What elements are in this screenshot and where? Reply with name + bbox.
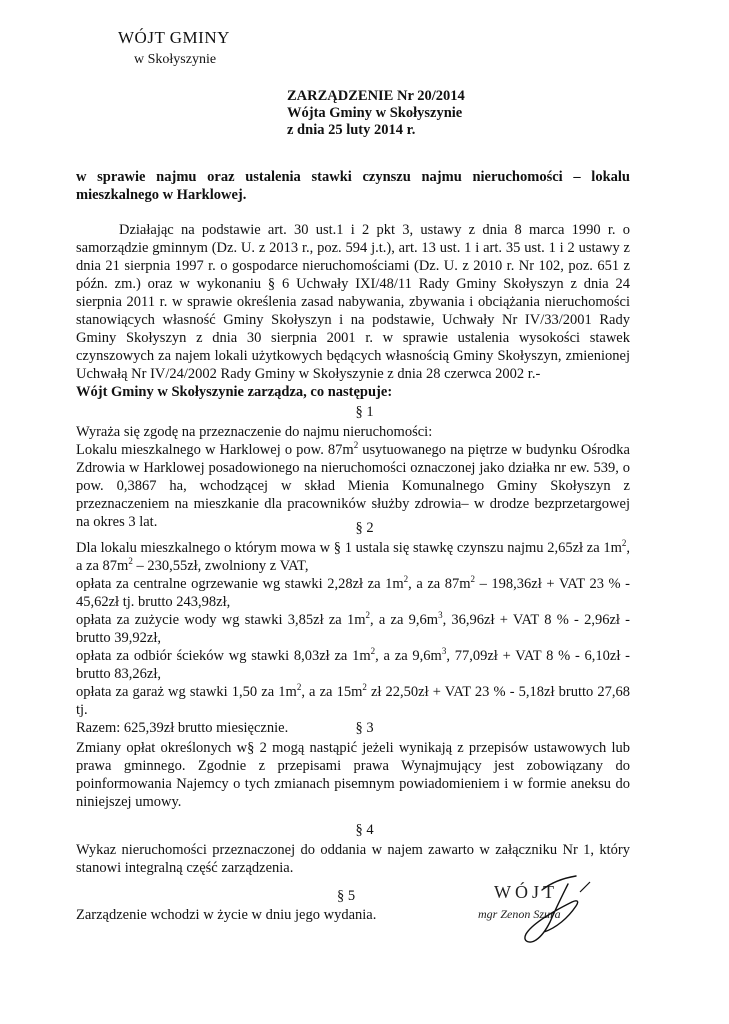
text: , a za 15m [301, 684, 363, 700]
section-2-mark: § 2 [355, 520, 374, 536]
section-1-text-a: Lokalu mieszkalnego w Harklowej o pow. 87m [76, 442, 354, 458]
sup: 2 [365, 610, 371, 621]
text: Dla lokalu mieszkalnego o którym mowa w § 1 ustala się stawkę czynszu najmu 2,65zł za 1m [76, 540, 622, 556]
text: opłata za zużycie wody wg stawki 3,85zł za 1m [76, 612, 366, 628]
section-2 [76, 539, 630, 737]
sup: 3 [441, 646, 447, 657]
legal-basis [76, 221, 630, 401]
legal-basis-text: Działając na podstawie art. 30 ust.1 i 2 pkt 3, ustawy z dnia 8 marca 1990 r. o samorządzie gminnym (Dz. U. z 2013 r., poz. 594 j.t.), art. 13 ust. 1 i art. 35 ust. 1 i 2 ustawy z dnia 21 sierpnia 1997 r. o gospodarce nieruchomościami (Dz. U. z 2010 r. Nr 102, poz. 651 z późn. zm.) oraz w wykonaniu § 6 Uchwały IXI/48/11 Rady Gminy Skołyszyn z dnia 24 sierpnia 2011 r. w sprawie określenia zasad nabywania, zbywania i obciążania nieruchomości stanowiących własność Gminy Skołyszyn i na podstawie, Uchwały Nr IV/33/2001 Rady Gminy Skołyszyn z dnia 30 sierpnia 2001 r. w sprawie ustalenia wysokości stawek czynszowych za najem lokali użytkowych będących własnością Gminy Skołyszyn, zmienionej Uchwałą Nr IV/24/2002 Rady Gminy w Skołyszynie z dnia 28 czerwca 2002 r.- [76, 222, 630, 382]
sup: 2 [296, 682, 302, 693]
total: Razem: 625,39zł brutto miesięcznie. [76, 720, 289, 736]
text: opłata za odbiór ścieków wg stawki 8,03zł za 1m [76, 648, 371, 664]
section-1-line1: Wyraża się zgodę na przeznaczenie do najmu nieruchomości: [76, 424, 433, 440]
text: , a za 9,6m [375, 648, 442, 664]
signature-tick [580, 882, 590, 892]
section-3-mark: § 3 [355, 720, 374, 736]
order-number: ZARZĄDZENIE Nr 20/2014 [287, 88, 465, 104]
section-4-mark: § 4 [355, 822, 374, 838]
text: , a za 87m [408, 576, 471, 592]
order-issuer: Wójta Gminy w Skołyszynie [287, 105, 463, 121]
water-fee [76, 611, 630, 647]
text: , a za 9,6m [370, 612, 439, 628]
signature-stamp [472, 872, 612, 952]
section-5-text: Zarządzenie wchodzi w życie w dniu jego wydania. [76, 907, 377, 923]
section-1 [76, 423, 630, 531]
office-place: w Skołyszynie [134, 52, 217, 67]
section-3-text: Zmiany opłat określonych w§ 2 mogą nastąpić jeżeli wynikają z przepisów ustawowych lub prawa gminnego. Zgodnie z przepisami prawa Wynajmujący jest zobowiązany do poinformowania Najemcy o tych zmianach pisemnym powiadomieniem i w formie aneksu do niniejszej umowy. [76, 740, 630, 810]
signature-name: mgr Zenon Szura [478, 907, 561, 921]
section-4-text: Wykaz nieruchomości przeznaczonej do oddania w najem zawarto w załączniku Nr 1, który stanowi integralną część zarządzenia. [76, 842, 630, 876]
section-3 [76, 739, 630, 811]
order-title [287, 88, 465, 139]
order-subject: w sprawie najmu oraz ustalenia stawki czynszu najmu nieruchomości – lokalu mieszkalnego w Harklowej. [76, 169, 630, 203]
text: zł 22,50zł + VAT 23 % - 5,18zł brutto 27,68 tj. [76, 684, 630, 718]
sup: 2 [128, 556, 133, 567]
signature-title: WÓJT [494, 882, 558, 902]
section-5-mark: § 5 [336, 888, 356, 904]
signature-graphic [472, 872, 612, 952]
section-1-text [76, 441, 630, 531]
text: – 198,36zł + VAT 23 % - 45,62zł tj. brutto 243,98zł, [76, 576, 630, 610]
sup: 2 [621, 538, 627, 549]
section-1-text-b: usytuowanego na piętrze w budynku Ośrodka Zdrowia w Harklowej posadowionego na nieruchomości oznaczonej jako działka nr ew. 539, o pow. 0,3867 ha, wchodzącej w skład Mienia Komunalnego Gminy Skołyszyn z przeznaczeniem na mieszkanie dla pracowników służby zdrowia– w drodze bezprzetargowej na okres 3 lat. [76, 442, 630, 530]
legal-basis-closing: Wójt Gminy w Skołyszynie zarządza, co następuje: [76, 384, 393, 400]
rent-rate [76, 539, 630, 575]
sewage-fee [76, 647, 630, 683]
sup: 2 [353, 440, 359, 451]
sup: 2 [362, 682, 367, 693]
office-header: WÓJT GMINY [118, 28, 230, 47]
text: – 230,55zł, zwolniony z VAT, [132, 558, 309, 574]
text: opłata za garaż wg stawki 1,50 za 1m [76, 684, 297, 700]
text: , 36,96zł + VAT 8 % - 2,96zł - brutto 39,92zł, [76, 612, 630, 646]
sup: 2 [370, 646, 376, 657]
order-date: z dnia 25 luty 2014 r. [287, 122, 416, 138]
section-1-mark: § 1 [355, 404, 374, 420]
heating-fee [76, 575, 630, 611]
text: , a za 87m [76, 540, 630, 574]
sup: 2 [403, 574, 409, 585]
text: opłata za centralne ogrzewanie wg stawki 2,28zł za 1m [76, 576, 404, 592]
sup: 2 [470, 574, 476, 585]
garage-fee [76, 683, 630, 719]
sup: 3 [438, 610, 443, 621]
text: , 77,09zł + VAT 8 % - 6,10zł - brutto 83,26zł, [76, 648, 630, 682]
